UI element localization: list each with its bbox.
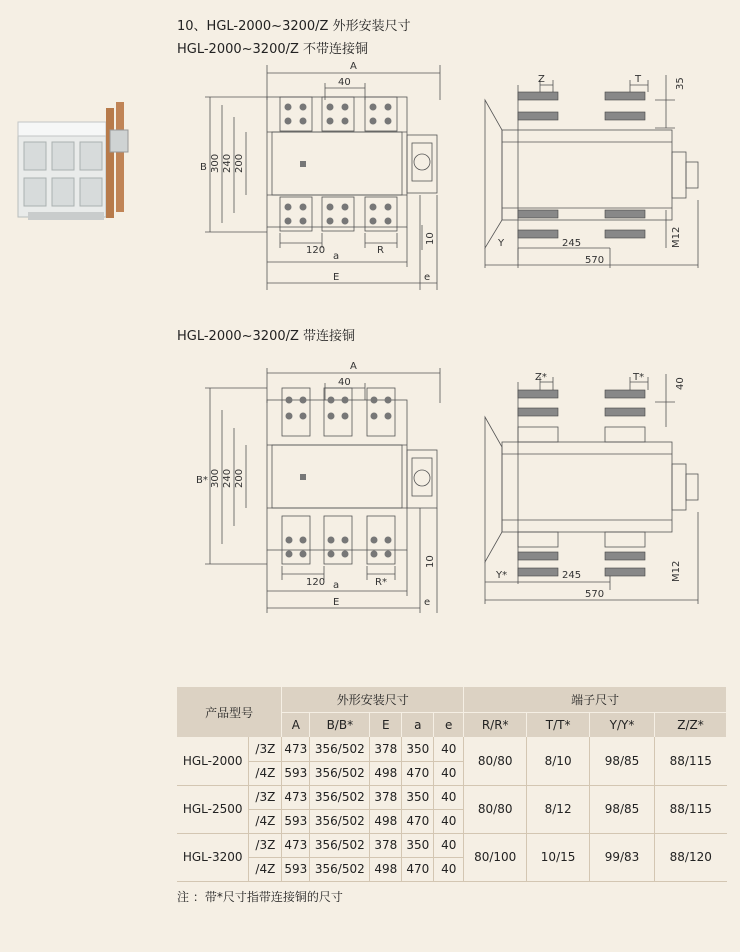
cell-Y: 98/85: [590, 785, 655, 833]
cell-e: 40: [434, 761, 464, 785]
pole-cell: /3Z: [249, 785, 282, 809]
dim-R: R: [377, 245, 384, 256]
dim-B: B: [200, 162, 207, 173]
dim-570-copper: 570: [585, 589, 605, 600]
cell-B: 356/502: [310, 737, 370, 761]
dim-a: a: [333, 251, 340, 262]
dim-M12-copper: M12: [671, 560, 682, 582]
cell-Z: 88/115: [654, 737, 726, 785]
dim-Z: Z: [538, 74, 545, 85]
cell-E: 498: [370, 857, 402, 881]
dim-E: E: [333, 272, 340, 283]
pole-cell: /4Z: [249, 761, 282, 785]
model-cell: HGL-3200: [177, 833, 249, 881]
cell-E: 378: [370, 833, 402, 857]
cell-e: 40: [434, 785, 464, 809]
dim-E-copper: E: [333, 597, 340, 608]
cell-E: 498: [370, 809, 402, 833]
cell-A: 593: [282, 857, 310, 881]
subsection-title-with-copper: HGL-2000~3200/Z 带连接铜: [177, 329, 356, 344]
dim-300-copper: 300: [210, 468, 221, 488]
cell-R: 80/80: [464, 737, 527, 785]
col-A: A: [282, 712, 310, 737]
cell-E: 378: [370, 785, 402, 809]
cell-B: 356/502: [310, 833, 370, 857]
cell-e: 40: [434, 857, 464, 881]
front-view-with-copper: [190, 358, 450, 618]
product-photo: [14, 100, 134, 225]
dim-300: 300: [210, 153, 221, 173]
dim-200-copper: 200: [234, 468, 245, 488]
col-e: e: [434, 712, 464, 737]
dim-10: 10: [425, 232, 436, 245]
cell-B: 356/502: [310, 785, 370, 809]
dim-A-copper: A: [350, 361, 357, 372]
side-view-no-copper: [480, 70, 710, 270]
dim-M12: M12: [671, 226, 682, 248]
cell-B: 356/502: [310, 809, 370, 833]
dim-Y: Y: [498, 238, 505, 249]
dim-e: e: [424, 272, 431, 283]
cell-Z: 88/115: [654, 785, 726, 833]
dim-240-copper: 240: [222, 468, 233, 488]
dim-120-copper: 120: [306, 577, 326, 588]
dim-40-side: 40: [675, 377, 686, 390]
cell-Y: 98/85: [590, 737, 655, 785]
cell-A: 593: [282, 761, 310, 785]
dim-10-copper: 10: [425, 555, 436, 568]
dim-40-copper: 40: [338, 377, 351, 388]
dim-T: T: [635, 74, 642, 85]
dim-e-copper: e: [424, 597, 431, 608]
col-Y: Y/Y*: [590, 712, 655, 737]
col-E: E: [370, 712, 402, 737]
model-cell: HGL-2000: [177, 737, 249, 785]
cell-e: 40: [434, 833, 464, 857]
cell-T: 8/12: [527, 785, 590, 833]
cell-a: 470: [402, 809, 434, 833]
table-row: [177, 785, 727, 809]
dim-Y-star: Y*: [496, 570, 508, 581]
header-terminal: 端子尺寸: [464, 687, 727, 712]
dim-a-copper: a: [333, 580, 340, 591]
dim-Z-star: Z*: [535, 372, 547, 383]
cell-A: 473: [282, 785, 310, 809]
side-view-with-copper: [480, 372, 710, 607]
cell-A: 473: [282, 737, 310, 761]
cell-A: 593: [282, 809, 310, 833]
dim-R-star: R*: [375, 577, 387, 588]
cell-e: 40: [434, 737, 464, 761]
model-cell: HGL-2500: [177, 785, 249, 833]
dim-35: 35: [675, 77, 686, 90]
dim-245-copper: 245: [562, 570, 582, 581]
col-T: T/T*: [527, 712, 590, 737]
front-view-no-copper: [190, 55, 450, 295]
footnote: 注 ：带*尺寸指带连接铜的尺寸: [177, 890, 343, 904]
cell-a: 350: [402, 785, 434, 809]
cell-T: 8/10: [527, 737, 590, 785]
spec-table: [177, 687, 727, 882]
cell-E: 378: [370, 737, 402, 761]
table-row: [177, 737, 727, 761]
dim-200: 200: [234, 153, 245, 173]
cell-a: 350: [402, 833, 434, 857]
cell-T: 10/15: [527, 833, 590, 881]
pole-cell: /4Z: [249, 809, 282, 833]
cell-Z: 88/120: [654, 833, 726, 881]
dim-570: 570: [585, 255, 605, 266]
subsection-title-no-copper: HGL-2000~3200/Z 不带连接铜: [177, 42, 369, 57]
cell-E: 498: [370, 761, 402, 785]
section-title: 10、HGL-2000~3200/Z 外形安装尺寸: [177, 19, 411, 34]
dim-A: A: [350, 61, 357, 72]
dim-120: 120: [306, 245, 326, 256]
cell-R: 80/80: [464, 785, 527, 833]
col-B: B/B*: [310, 712, 370, 737]
cell-B: 356/502: [310, 857, 370, 881]
dim-B-star: B*: [196, 475, 208, 486]
dim-40: 40: [338, 77, 351, 88]
cell-R: 80/100: [464, 833, 527, 881]
header-outline: 外形安装尺寸: [282, 687, 464, 712]
cell-a: 350: [402, 737, 434, 761]
cell-e: 40: [434, 809, 464, 833]
table-row: [177, 833, 727, 857]
col-Z: Z/Z*: [654, 712, 726, 737]
cell-B: 356/502: [310, 761, 370, 785]
pole-cell: /3Z: [249, 737, 282, 761]
cell-a: 470: [402, 761, 434, 785]
pole-cell: /3Z: [249, 833, 282, 857]
cell-Y: 99/83: [590, 833, 655, 881]
dim-T-star: T*: [633, 372, 645, 383]
col-R: R/R*: [464, 712, 527, 737]
col-a: a: [402, 712, 434, 737]
cell-a: 470: [402, 857, 434, 881]
header-model: 产品型号: [177, 687, 282, 737]
cell-A: 473: [282, 833, 310, 857]
dim-240: 240: [222, 153, 233, 173]
dim-245: 245: [562, 238, 582, 249]
pole-cell: /4Z: [249, 857, 282, 881]
